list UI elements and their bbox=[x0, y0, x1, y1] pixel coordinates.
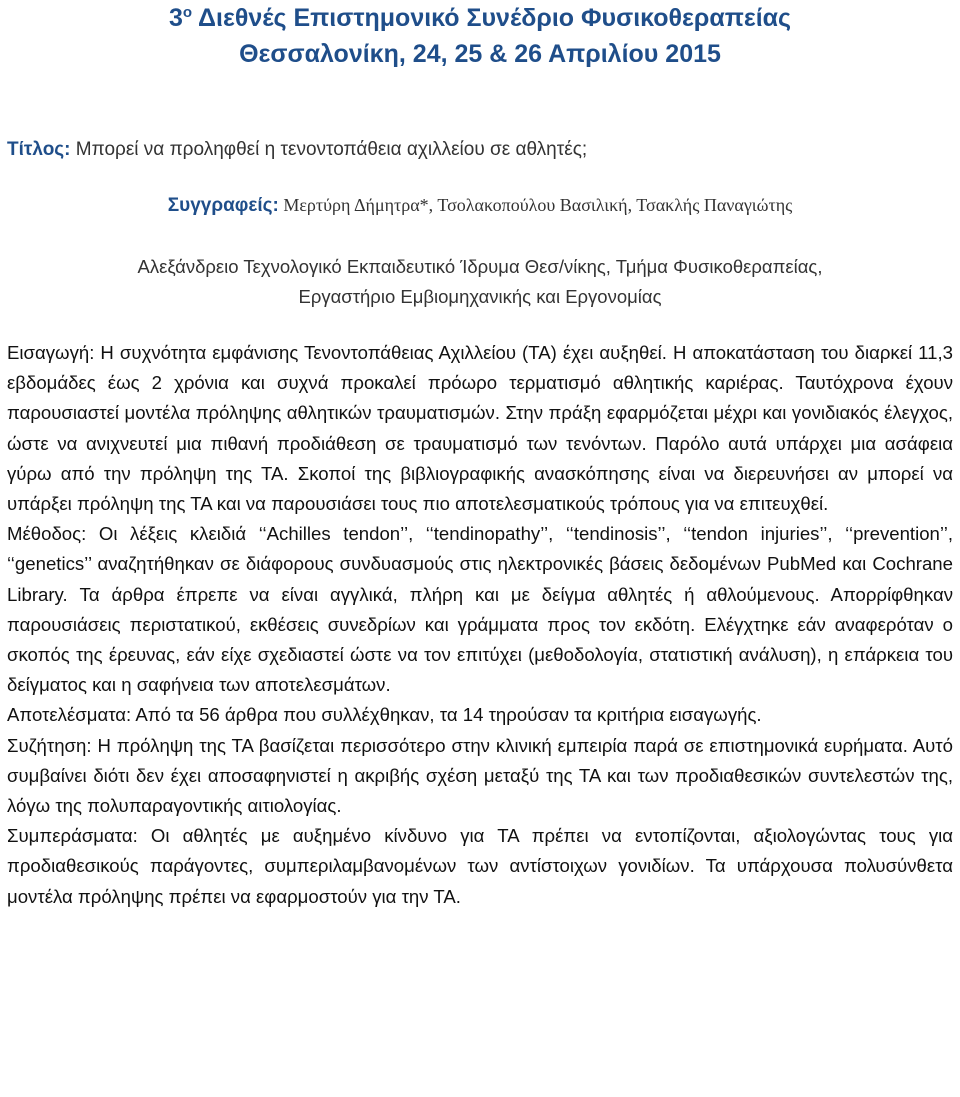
abstract-title bbox=[7, 138, 953, 162]
conference-name: Διεθνές Επιστημονικό Συνέδριο Φυσικοθεραπείας bbox=[192, 4, 792, 32]
title-text: Μπορεί να προληφθεί η τενοντοπάθεια αχιλλείου σε αθλητές; bbox=[70, 139, 588, 160]
conclusions-paragraph: Συμπεράσματα: Οι αθλητές με αυξημένο κίνδυνο για ΤΑ πρέπει να εντοπίζονται, αξιολογώντας τους για προδιαθεσικούς παράγοντες, συμπεριλαμβανομένων των αντίστοιχων γονιδίων. Τα υπάρχουσα πολυσύνθετα μοντέλα πρόληψης πρέπει να εφαρμοστούν για την ΤΑ. bbox=[7, 825, 953, 907]
introduction-paragraph: Εισαγωγή: Η συχνότητα εμφάνισης Τενοντοπάθειας Αχιλλείου (ΤΑ) έχει αυξηθεί. Η αποκατάσταση του διαρκεί 11,3 εβδομάδες έως 2 χρόνια και συχνά προκαλεί πρόωρο τερματισμό αθλητικής καριέρας. Ταυτόχρονα έχουν παρουσιαστεί μοντέλα πρόληψης αθλητικών τραυματισμών. Στην πράξη εφαρμόζεται μέχρι και γονιδιακός έλεγχος, ώστε να ανιχνευτεί μια πιθανή προδιάθεση σε τραυματισμό των τενόντων. Παρόλο αυτά υπάρχει μια ασάφεια γύρω από την πρόληψη της ΤΑ. Σκοποί της βιβλιογραφικής ανασκόπησης είναι να διερευνήσει αν μπορεί να υπάρξει πρόληψη της ΤΑ και να παρουσιάσει τους πιο αποτελεσματικούς τρόπους για να επιτευχθεί. bbox=[7, 342, 953, 515]
method-paragraph: Μέθοδος: Οι λέξεις κλειδιά ‘‘Achilles tendon’’, ‘‘tendinopathy’’, ‘‘tendinosis’’, ‘‘tendon injuries’’, ‘‘prevention’’, ‘‘genetics’’ αναζητήθηκαν σε διάφορους συνδυασμούς στις ηλεκτρονικές βάσεις δεδομένων PubMed και Cochrane Library. Τα άρθρα έπρεπε να είναι αγγλικά, πλήρη και με δείγμα αθλητές ή αθλούμενους. Απορρίφθηκαν παρουσιάσεις περιστατικού, εκθέσεις συνεδρίων και γράμματα προς τον εκδότη. Ελέγχτηκε εάν αναφερόταν ο σκοπός της έρευνας, εάν είχε σχεδιαστεί ώστε να τον επιτύχει (μεθοδολογία, στατιστική ανάλυση), η επάρκεια του δείγματος και η σαφήνεια των αποτελεσμάτων. bbox=[7, 523, 953, 696]
abstract-body bbox=[7, 338, 953, 912]
affiliation-line-2: Εργαστήριο Εμβιομηχανικής και Εργονομίας bbox=[298, 286, 662, 307]
conference-title bbox=[7, 0, 953, 36]
affiliation-line-1: Αλεξάνδρειο Τεχνολογικό Εκπαιδευτικό Ίδρυμα Θεσ/νίκης, Τμήμα Φυσικοθεραπείας, bbox=[137, 256, 823, 277]
conference-location-dates: Θεσσαλονίκη, 24, 25 & 26 Απριλίου 2015 bbox=[239, 40, 721, 68]
authors bbox=[7, 193, 953, 218]
conference-number: 3 bbox=[168, 4, 183, 32]
conference-superscript: ο bbox=[182, 4, 193, 21]
affiliation bbox=[7, 252, 953, 312]
title-label: Τίτλος: bbox=[7, 139, 71, 160]
authors-label: Συγγραφείς: bbox=[167, 195, 279, 216]
results-paragraph: Αποτελέσματα: Από τα 56 άρθρα που συλλέχθηκαν, τα 14 τηρούσαν τα κριτήρια εισαγωγής. bbox=[7, 704, 762, 726]
discussion-paragraph: Συζήτηση: Η πρόληψη της ΤΑ βασίζεται περισσότερο στην κλινική εμπειρία παρά σε επιστημονικά ευρήματα. Αυτό συμβαίνει διότι δεν έχει αποσαφηνιστεί η ακριβής σχέση μεταξύ της ΤΑ και των προδιαθεσικών συντελεστών της, λόγω της πολυπαραγοντικής αιτιολογίας. bbox=[7, 734, 953, 817]
authors-names: Μερτύρη Δήμητρα*, Τσολακοπούλου Βασιλική, Τσακλής Παναγιώτης bbox=[278, 195, 793, 215]
